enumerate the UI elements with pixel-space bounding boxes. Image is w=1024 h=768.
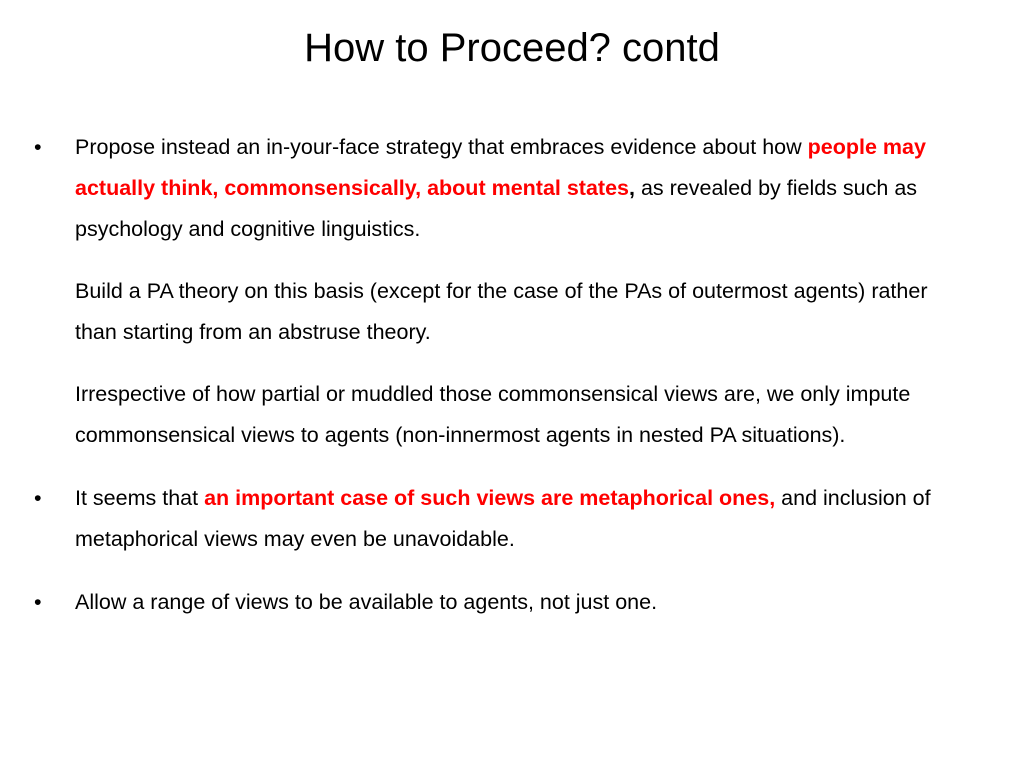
bullet-text: and inclusion of metaphorical views may even be unavoidable. (75, 486, 931, 551)
slide-body (34, 127, 974, 645)
highlighted-text: people may actually think, commonsensically, about mental states (75, 135, 926, 200)
bullet-text: Allow a range of views to be available to agents, not just one. (75, 590, 658, 614)
bullet-text: , (629, 176, 635, 200)
bullet-item (34, 127, 974, 250)
paragraph-text: Build a PA theory on this basis (except for the case of the PAs of outermost agents) rather than starting from an abstruse theory. (75, 279, 928, 344)
bullet-icon: • (34, 135, 42, 159)
bullet-item (34, 478, 974, 560)
bullet-text: as revealed by fields such as psychology and cognitive linguistics. (75, 176, 918, 241)
slide-title: How to Proceed? contd (304, 26, 720, 70)
bullet-text: It seems that (75, 486, 205, 510)
paragraph-item (34, 374, 974, 456)
highlighted-text: an important case of such views are metaphorical ones, (204, 486, 776, 510)
bullet-icon: • (34, 486, 42, 510)
bullet-item (34, 582, 974, 623)
paragraph-item (34, 271, 974, 353)
bullet-text: Propose instead an in-your-face strategy that embraces evidence about how (75, 135, 808, 159)
bullet-icon: • (34, 590, 42, 614)
paragraph-text: Irrespective of how partial or muddled those commonsensical views are, we only impute commonsensical views to agents (non-innermost agents in nested PA situations). (75, 382, 911, 447)
